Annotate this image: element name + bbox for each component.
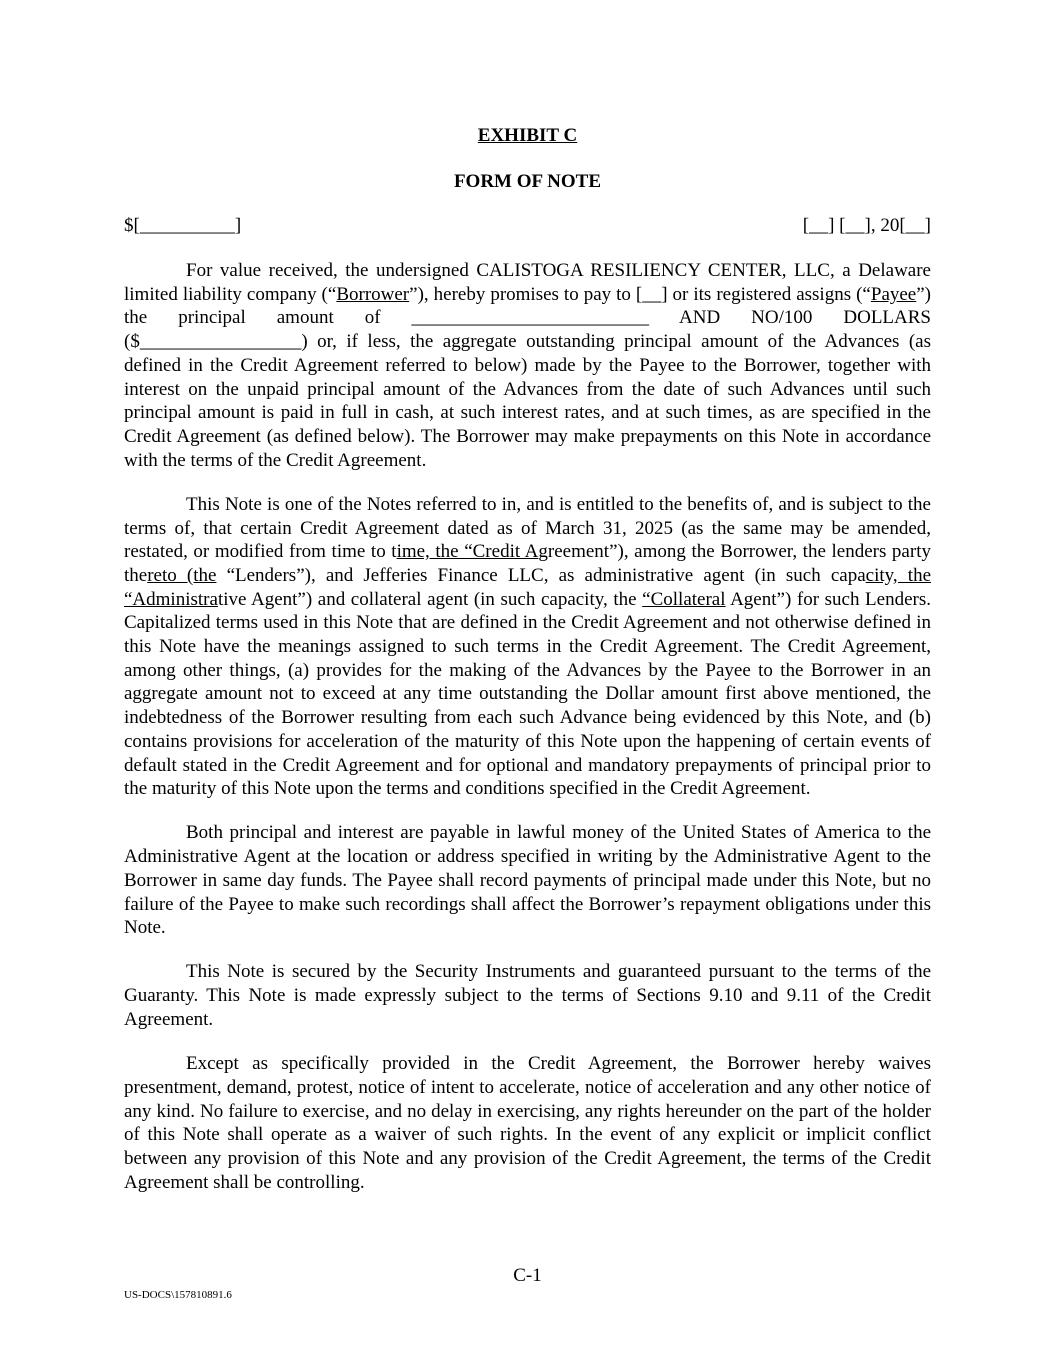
- amount-blank: $[__________]: [124, 215, 242, 236]
- text-segment: greement”), among the Borrower, the lenders party the: [124, 541, 931, 586]
- paragraph-promise: [124, 259, 931, 472]
- text-segment: Agent”) for such Lenders. Capitalized terms used in this Note that are defined in the Credit Agreement and not otherwise defined in this Note have the meanings assigned to such terms in the Credit Agreement. The Credit Agreement, among other things, (a) provides for the making of the Advances by the Payee to the Borrower in an aggregate amount not to exceed at any time outstanding the Dollar amount first above mentioned, the indebtedness of the Borrower resulting from each such Advance being evidenced by this Note, and (b) contains provisions for acceleration of the maturity of this Note upon the happening of certain events of default stated in the Credit Agreement and for optional and mandatory prepayments of principal prior to the maturity of this Note upon the terms and conditions specified in the Credit Agreement.: [124, 588, 931, 800]
- text-segment: ”) the principal amount of _________________________ AND NO/100 DOLLARS ($_________________) or, if less, the aggregate outstanding principal amount of the Advances (as defined in the Credit Agreement referred to below) made by the Payee to the Borrower, together with interest on the unpaid principal amount of the Advances from the date of such Advances until such principal amount is paid in full in cash, at such interest rates, and at such times, as are specified in the Credit Agreement (as defined below). The Borrower may make prepayments on this Note in accordance with the terms of the Credit Agreement.: [124, 283, 932, 471]
- document-id: US-DOCS\157810891.6: [124, 1289, 232, 1301]
- defined-term-borrower: Borrower: [336, 283, 410, 305]
- text-segment: “Lenders”), and Jefferies Finance LLC, as administrative agent (in such capa: [216, 564, 866, 586]
- defined-term-payee: Payee: [870, 283, 917, 305]
- paragraph-payment: Both principal and interest are payable in lawful money of the United States of America to the Administrative Agent at the location or address specified in writing by the Administrative Agent to the Borrower in same day funds. The Payee shall record payments of principal made under this Note, but no failure of the Payee to make such recordings shall affect the Borrower’s repayment obligations under this Note.: [124, 822, 931, 939]
- paragraph-security: This Note is secured by the Security Instruments and guaranteed pursuant to the terms of the Guaranty. This Note is made expressly subject to the terms of Sections 9.10 and 9.11 of the Credit Agreement.: [124, 961, 931, 1030]
- text-segment: tive Agent”) and collateral agent (in such capacity, the: [217, 588, 643, 610]
- text-segment: This Note is one of the Notes referred to in, and is entitled to the benefits of, and is subject to the terms of, that certain Credit Agreement dated as of March 31, 2025 (as the same may be amended, restated, or modified from time to t: [124, 493, 931, 563]
- defined-term-credit-agreement: ime, the “Credit A: [396, 541, 539, 563]
- defined-term-collateral-agent: “Collateral: [642, 588, 726, 610]
- defined-term-lenders: reto (the: [147, 564, 217, 586]
- form-title: FORM OF NOTE: [453, 171, 602, 192]
- paragraph-waiver: Except as specifically provided in the Credit Agreement, the Borrower hereby waives presentment, demand, protest, notice of intent to accelerate, notice of acceleration and any other notice of any kind. No failure to exercise, and no delay in exercising, any rights hereunder on the part of the holder of this Note shall operate as a waiver of such rights. In the event of any explicit or implicit conflict between any provision of this Note and any provision of the Credit Agreement, the terms of the Credit Agreement shall be controlling.: [124, 1053, 931, 1193]
- page-number: C-1: [513, 1265, 542, 1286]
- text-segment: For value received, the undersigned CALISTOGA RESILIENCY CENTER, LLC, a Delaware limited liability company (“: [124, 260, 931, 305]
- paragraph-credit-agreement: [124, 493, 931, 801]
- text-segment: ”), hereby promises to pay to [__] or its registered assigns (“: [409, 283, 871, 305]
- note-body: [124, 259, 931, 1215]
- defined-term-administrative-agent: city, the “Administra: [124, 564, 932, 610]
- exhibit-heading: EXHIBIT C: [477, 125, 578, 146]
- date-blank: [__] [__], 20[__]: [802, 215, 931, 236]
